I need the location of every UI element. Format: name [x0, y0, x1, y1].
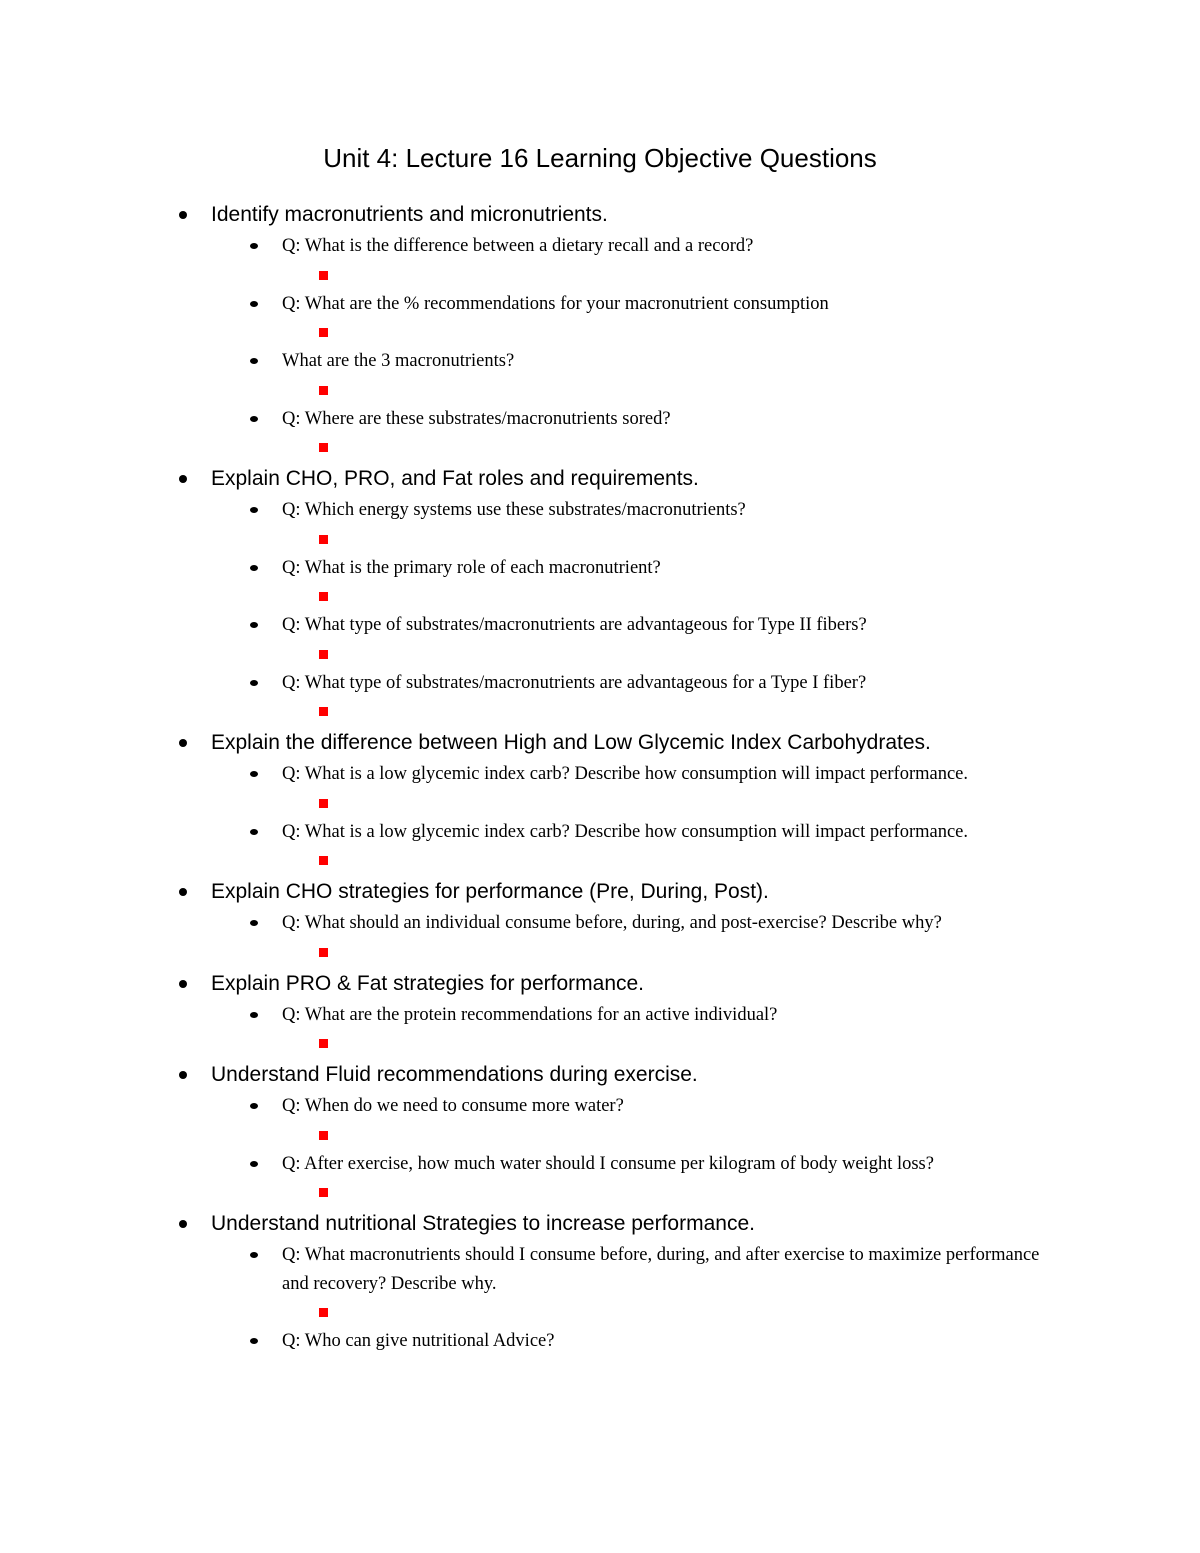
objective-item [0, 1207, 1200, 1356]
objective-item [0, 726, 1200, 875]
question-text: Q: What is the primary role of each macronutrient? [282, 557, 661, 578]
answer-row [0, 697, 1200, 726]
objective-item [0, 462, 1200, 726]
question-item [0, 669, 1200, 727]
question-text: Q: What is a low glycemic index carb? Describe how consumption will impact performance. [282, 764, 968, 784]
objective-text: Explain PRO & Fat strategies for performance. [211, 971, 645, 995]
question-text: Q: When do we need to consume more water? [282, 1096, 624, 1116]
question-row [0, 232, 1200, 261]
bullet-icon [250, 1338, 258, 1344]
objective-row [0, 198, 1200, 232]
answer-row [0, 1029, 1200, 1058]
bullet-icon [250, 1161, 258, 1167]
question-row [0, 909, 1200, 938]
bullet-icon [250, 1012, 258, 1018]
bullet-icon [250, 301, 258, 307]
objective-item [0, 967, 1200, 1059]
square-bullet-icon [319, 535, 328, 544]
bullet-icon [250, 507, 258, 513]
answer-row [0, 938, 1200, 967]
answer-row [0, 789, 1200, 818]
question-item [0, 405, 1200, 463]
question-row [0, 818, 1200, 847]
question-row [0, 290, 1200, 319]
objective-item [0, 198, 1200, 462]
objective-text: Explain CHO strategies for performance (Pre, During, Post). [211, 880, 769, 903]
question-item [0, 818, 1200, 876]
square-bullet-icon [319, 386, 328, 395]
bullet-icon [179, 475, 187, 483]
answer-row [0, 1121, 1200, 1150]
bullet-icon [250, 358, 258, 364]
question-text: Q: What are the % recommendations for your macronutrient consumption [282, 293, 829, 314]
objective-text: Explain the difference between High and Low Glycemic Index Carbohydrates. [211, 731, 931, 754]
objective-row [0, 1207, 1200, 1241]
bullet-icon [250, 1103, 258, 1109]
question-row [0, 611, 1200, 640]
objective-row [0, 726, 1200, 760]
question-row [0, 760, 1200, 789]
question-item [0, 1092, 1200, 1150]
bullet-icon [179, 211, 187, 219]
objective-text: Identify macronutrients and micronutrients. [211, 203, 608, 226]
bullet-icon [250, 416, 258, 422]
answer-row [0, 318, 1200, 347]
objective-text: Understand nutritional Strategies to increase performance. [211, 1212, 755, 1235]
question-item [0, 554, 1200, 612]
answer-row [0, 525, 1200, 554]
question-text: What are the 3 macronutrients? [282, 351, 515, 371]
bullet-icon [179, 1071, 187, 1079]
question-text: Q: Where are these substrates/macronutrients sored? [282, 408, 671, 429]
bullet-icon [250, 243, 258, 249]
question-text: Q: What macronutrients should I consume before, during, and after exercise to maximize performance and recovery? Describe why. [282, 1245, 1040, 1294]
answer-row [0, 640, 1200, 669]
bullet-icon [250, 680, 258, 686]
answer-row [0, 846, 1200, 875]
square-bullet-icon [319, 1308, 328, 1317]
square-bullet-icon [319, 799, 328, 808]
answer-row [0, 433, 1200, 462]
square-bullet-icon [319, 328, 328, 337]
bullet-icon [250, 1252, 258, 1258]
square-bullet-icon [319, 948, 328, 957]
square-bullet-icon [319, 271, 328, 280]
question-item [0, 1150, 1200, 1208]
square-bullet-icon [319, 592, 328, 601]
question-item [0, 232, 1200, 290]
bullet-icon [179, 980, 187, 988]
question-row [0, 1001, 1200, 1030]
question-item [0, 347, 1200, 405]
objective-row [0, 1058, 1200, 1092]
page-title: Unit 4: Lecture 16 Learning Objective Questions [323, 143, 877, 173]
answer-row [0, 582, 1200, 611]
question-text: Q: After exercise, how much water should I consume per kilogram of body weight loss? [282, 1153, 934, 1174]
question-item [0, 611, 1200, 669]
objective-item [0, 1058, 1200, 1207]
square-bullet-icon [319, 707, 328, 716]
bullet-icon [179, 739, 187, 747]
question-text: Q: What should an individual consume before, during, and post-exercise? Describe why? [282, 913, 942, 933]
question-row [0, 1150, 1200, 1179]
question-row [0, 1241, 1200, 1298]
question-row [0, 347, 1200, 376]
question-row [0, 1092, 1200, 1121]
question-text: Q: Which energy systems use these substrates/macronutrients? [282, 500, 746, 520]
answer-row [0, 1298, 1200, 1327]
bullet-icon [179, 1220, 187, 1228]
bullet-icon [250, 829, 258, 835]
answer-row [0, 261, 1200, 290]
question-text: Q: What type of substrates/macronutrients are advantageous for a Type I fiber? [282, 672, 867, 693]
answer-row [0, 376, 1200, 405]
square-bullet-icon [319, 856, 328, 865]
question-row [0, 405, 1200, 434]
bullet-icon [250, 771, 258, 777]
objective-item [0, 875, 1200, 967]
question-item [0, 1241, 1200, 1327]
objective-row [0, 967, 1200, 1001]
objective-text: Understand Fluid recommendations during exercise. [211, 1063, 698, 1086]
question-text: Q: Who can give nutritional Advice? [282, 1331, 555, 1351]
question-row [0, 1327, 1200, 1356]
question-text: Q: What is a low glycemic index carb? Describe how consumption will impact performance. [282, 821, 968, 842]
objectives-list [0, 198, 1200, 1356]
question-text: Q: What type of substrates/macronutrients are advantageous for Type II fibers? [282, 615, 867, 635]
question-row [0, 554, 1200, 583]
square-bullet-icon [319, 1131, 328, 1140]
objective-row [0, 462, 1200, 496]
bullet-icon [250, 565, 258, 571]
question-item [0, 496, 1200, 554]
square-bullet-icon [319, 1188, 328, 1197]
question-item [0, 290, 1200, 348]
objective-text: Explain CHO, PRO, and Fat roles and requirements. [211, 467, 699, 490]
bullet-icon [179, 888, 187, 896]
question-text: Q: What are the protein recommendations for an active individual? [282, 1004, 778, 1025]
square-bullet-icon [319, 650, 328, 659]
question-item [0, 1327, 1200, 1356]
square-bullet-icon [319, 1039, 328, 1048]
question-item [0, 760, 1200, 818]
question-item [0, 1001, 1200, 1059]
question-text: Q: What is the difference between a dietary recall and a record? [282, 236, 754, 256]
bullet-icon [250, 622, 258, 628]
question-row [0, 669, 1200, 698]
objective-row [0, 875, 1200, 909]
square-bullet-icon [319, 443, 328, 452]
bullet-icon [250, 920, 258, 926]
question-item [0, 909, 1200, 967]
question-row [0, 496, 1200, 525]
answer-row [0, 1178, 1200, 1207]
